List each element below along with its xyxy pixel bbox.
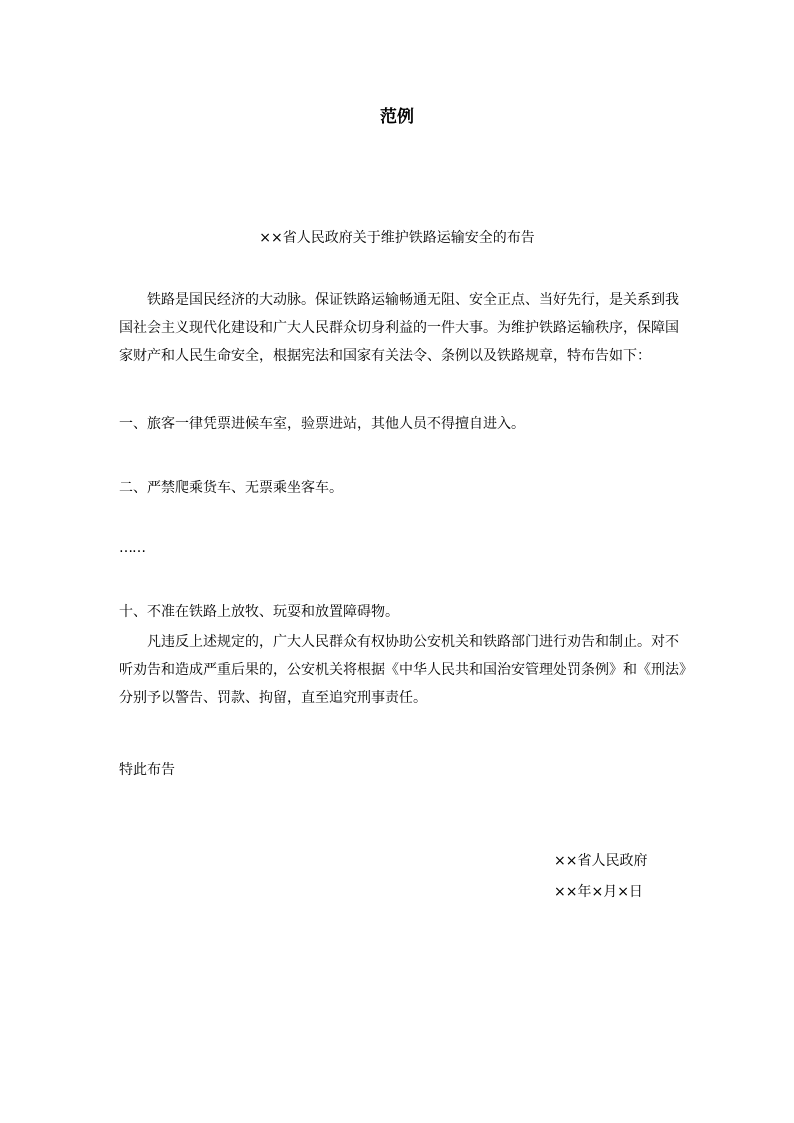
page-heading: 范例 [380, 107, 414, 127]
list-item: 十、不准在铁路上放牧、玩耍和放置障碍物。 [119, 604, 399, 620]
signature-organization: ××省人民政府 [554, 853, 648, 869]
closing-paragraph: 凡违反上述规定的，广大人民群众有权协助公安机关和铁路部门进行劝告和制止。对不听劝告和造成严重后果的，公安机关将根据《中华人民共和国治安管理处罚条例》和《刑法》分别予以警告、罚款、拘留，直至追究刑事责任。 [119, 634, 686, 706]
special-notice: 特此布告 [119, 762, 175, 778]
list-item: 二、严禁爬乘货车、无票乘坐客车。 [119, 480, 343, 496]
notice-title: ××省人民政府关于维护铁路运输安全的布告 [259, 230, 535, 246]
signature-date: ××年×月×日 [554, 884, 643, 900]
list-item: 一、旅客一律凭票进候车室，验票进站，其他人员不得擅自进入。 [119, 416, 525, 432]
ellipsis: …… [119, 540, 145, 556]
intro-paragraph: 铁路是国民经济的大动脉。保证铁路运输畅通无阻、安全正点、当好先行，是关系到我国社会主义现代化建设和广大人民群众切身利益的一件大事。为维护铁路运输秩序，保障国家财产和人民生命安全，根据宪法和国家有关法令、条例以及铁路规章，特布告如下： [119, 292, 679, 364]
